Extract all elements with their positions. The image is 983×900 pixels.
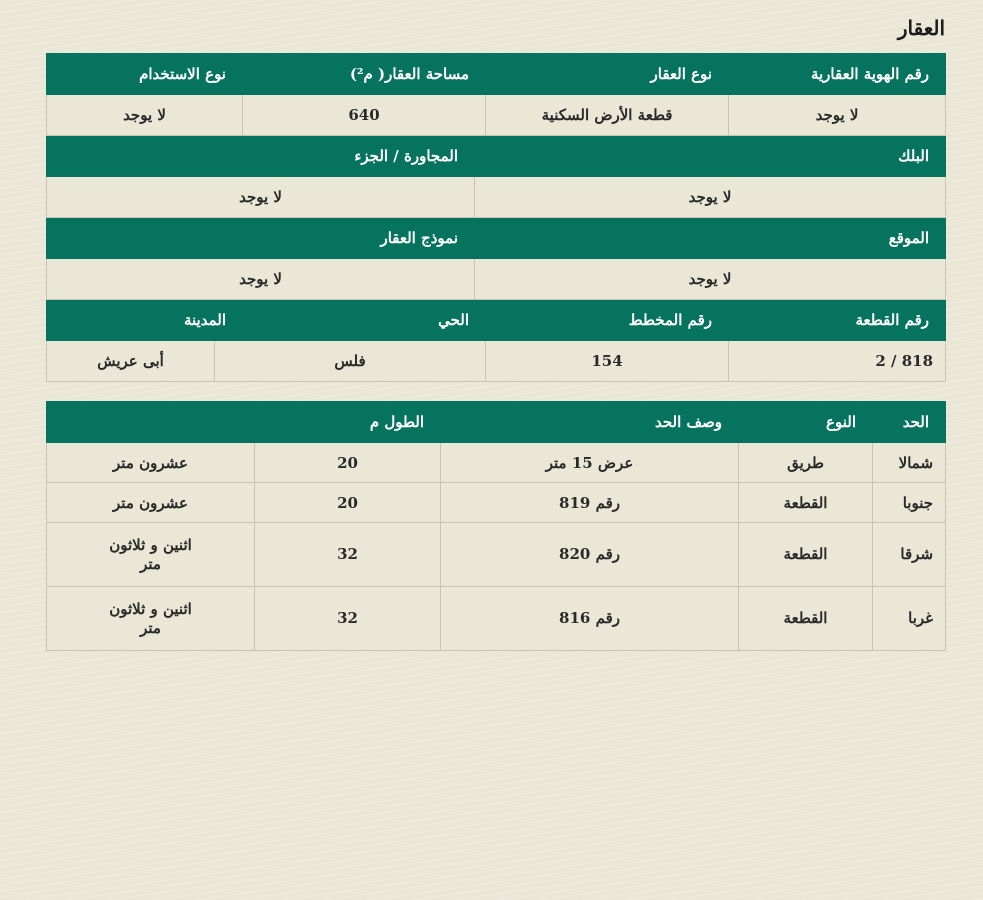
boundary-cell: شرقا <box>873 523 946 587</box>
boundary-type-cell: طريق <box>739 443 873 483</box>
length-text-cell: اثنين و ثلاثون متر <box>47 587 255 651</box>
value-property-type: قطعة الأرض السكنية <box>486 95 729 136</box>
header-property-id: رقم الهوية العقارية <box>729 54 946 95</box>
value-district <box>47 341 486 382</box>
value-property-id: لا يوجد <box>729 95 946 136</box>
boundary-type-cell: القطعة <box>739 523 873 587</box>
value-plan-number: 154 <box>486 341 729 382</box>
length-number-cell: 32 <box>255 587 441 651</box>
property-header-row-4 <box>47 300 946 341</box>
boundary-description-cell: رقم 816 <box>441 587 739 651</box>
value-block: لا يوجد <box>475 177 946 218</box>
property-header-row-1 <box>47 54 946 95</box>
boundary-description-cell: عرض 15 متر <box>441 443 739 483</box>
boundary-cell: غربا <box>873 587 946 651</box>
header-length: الطول م <box>47 402 441 443</box>
boundary-row-west <box>47 587 946 651</box>
header-boundary-description: وصف الحد <box>441 402 739 443</box>
length-number-cell: 20 <box>255 483 441 523</box>
value-property-area: 640 <box>243 95 486 136</box>
header-property-type: نوع العقار <box>486 54 729 95</box>
header-block: البلك <box>475 136 946 177</box>
boundary-cell: جنوبا <box>873 483 946 523</box>
property-value-row-3 <box>47 259 946 300</box>
boundary-description-cell: رقم 819 <box>441 483 739 523</box>
value-plot-number: 818 / 2 <box>729 341 946 382</box>
header-property-model: نموذج العقار <box>47 218 475 259</box>
header-plot-number: رقم القطعة <box>729 300 946 341</box>
boundary-row-east <box>47 523 946 587</box>
boundary-type-cell: القطعة <box>739 483 873 523</box>
header-location: الموقع <box>475 218 946 259</box>
section-title: العقار <box>897 16 945 40</box>
property-details-table <box>46 53 946 382</box>
header-district: الحي <box>243 300 486 341</box>
boundary-cell: شمالا <box>873 443 946 483</box>
value-usage-type: لا يوجد <box>47 95 243 136</box>
value-location: لا يوجد <box>475 259 946 300</box>
header-city: المدينة <box>47 300 243 341</box>
property-value-row-4 <box>47 341 946 382</box>
length-number-cell: 32 <box>255 523 441 587</box>
header-boundary-type: النوع <box>739 402 873 443</box>
header-property-area: مساحة العقار( م²) <box>243 54 486 95</box>
property-header-row-3 <box>47 218 946 259</box>
value-district-text: فلس <box>214 341 485 381</box>
boundaries-table <box>46 401 946 651</box>
property-header-row-2 <box>47 136 946 177</box>
length-text-cell: عشرون متر <box>47 483 255 523</box>
header-usage-type: نوع الاستخدام <box>47 54 243 95</box>
length-text-cell: اثنين و ثلاثون متر <box>47 523 255 587</box>
value-city: أبى عريش <box>97 352 164 370</box>
boundary-description-cell: رقم 820 <box>441 523 739 587</box>
boundary-row-north <box>47 443 946 483</box>
boundaries-header-row <box>47 402 946 443</box>
property-value-row-2 <box>47 177 946 218</box>
value-neighborhood-part: لا يوجد <box>47 177 475 218</box>
boundary-row-south <box>47 483 946 523</box>
header-plan-number: رقم المخطط <box>486 300 729 341</box>
value-property-model: لا يوجد <box>47 259 475 300</box>
header-neighborhood-part: المجاورة / الجزء <box>47 136 475 177</box>
header-boundary: الحد <box>873 402 946 443</box>
length-text-cell: عشرون متر <box>47 443 255 483</box>
boundary-type-cell: القطعة <box>739 587 873 651</box>
length-number-cell: 20 <box>255 443 441 483</box>
property-value-row-1 <box>47 95 946 136</box>
